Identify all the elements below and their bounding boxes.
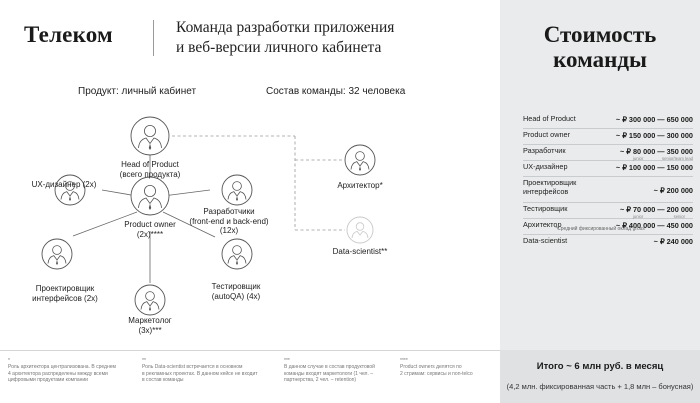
node-label-marketer: [128, 316, 171, 335]
label-line: Product owner: [124, 220, 176, 229]
footnote-mark: ****: [400, 358, 408, 364]
role-name: [523, 163, 568, 172]
grade-label: senior: [673, 214, 685, 219]
role-price: ~ ₽ 400 000 — 450 000: [615, 221, 693, 230]
grade-label: junior: [633, 214, 644, 219]
node-label-designer: [32, 284, 98, 303]
role-name: [523, 131, 570, 140]
label-line: интерфейсов (2x): [32, 293, 98, 303]
label-line: Head of Product: [121, 160, 179, 169]
footnote: [284, 358, 402, 383]
label-line: (autoQA) (4x): [211, 291, 261, 301]
role-line: Проектировщик: [523, 178, 577, 187]
role-line: Product owner: [523, 130, 571, 139]
footnote: [400, 358, 494, 377]
role-price: ~ ₽ 150 000 — 300 000: [615, 131, 693, 140]
footnote: [8, 358, 126, 383]
grade-label: senior/team lead: [662, 156, 693, 161]
role-line: интерфейсов: [523, 186, 569, 196]
label-line: Data-scientist**: [332, 247, 388, 256]
node-label-tester: [212, 282, 261, 301]
product-owner-icon: [131, 177, 169, 215]
node-label-ux: [32, 180, 97, 190]
label-line: UX-дизайнер (2x): [31, 180, 97, 189]
role-price: ~ ₽ 200 000: [653, 186, 693, 195]
node-label-po: [124, 220, 176, 239]
interface-designer-icon: [42, 239, 72, 269]
label-line: Маркетолог: [128, 316, 172, 325]
footnote: [142, 358, 260, 383]
footnote-line: цифровыми продуктами компании: [8, 376, 88, 383]
role-price: ~ ₽ 70 000 — 200 000: [619, 205, 693, 214]
footnote-line: команды входят маркетологи (1 чел. –: [284, 370, 374, 377]
footnote-line: Роль архитектора централизована. В среднем: [8, 364, 116, 371]
role-name: [523, 115, 576, 124]
marketer-icon: [135, 285, 165, 315]
head-of-product-icon: [131, 117, 169, 155]
footnote-line: в состав команды: [142, 376, 184, 383]
footnote-line: 4 архитектора распределены между всеми: [8, 370, 108, 377]
node-label-datasci: [333, 247, 388, 257]
subtitle-line: Команда разработки приложения: [176, 19, 395, 36]
total-amount: Итого ~ 6 млн руб. в месяц: [536, 361, 664, 372]
total-breakdown: (4,2 млн. фиксированная часть + 1,8 млн – бонусная): [506, 382, 694, 391]
label-line: (всего продукта): [119, 169, 181, 179]
role-name: [523, 179, 576, 196]
label-line: Проектировщик: [35, 284, 95, 293]
footnote-line: Роль Data-scientist встречается в основном: [142, 364, 243, 371]
label-line: (2x)****: [136, 229, 164, 239]
architect-icon: [345, 145, 375, 175]
footnote-line: Product owners делятся по: [400, 364, 462, 371]
cost-title-line: Стоимость: [543, 22, 657, 47]
role-name: [523, 147, 566, 156]
node-label-head: [120, 160, 181, 179]
role-name: [523, 205, 567, 214]
cost-row: [523, 161, 693, 177]
role-price: ~ ₽ 80 000 — 350 000: [619, 147, 693, 156]
link-dev: [163, 190, 210, 196]
role-line: UX-дизайнер: [523, 162, 568, 171]
label-line: (3x)***: [138, 325, 162, 335]
label-line: Разработчики: [203, 207, 255, 216]
label-line: Архитектор*: [337, 181, 383, 190]
developer-icon: [222, 175, 252, 205]
cost-row: [523, 113, 693, 129]
cost-footnote: *Средний фиксированный оклад gross: [555, 226, 645, 232]
footnote-line: 2 стримам: сервисы и non-telco: [400, 370, 473, 377]
cost-row: [523, 145, 693, 161]
label-line: (12x): [219, 226, 239, 235]
role-name: [523, 237, 567, 246]
role-line: Data-scientist: [523, 236, 568, 245]
role-line: Тестировщик: [523, 204, 568, 213]
brand-title: Телеком: [24, 22, 113, 47]
node-label-architect: [337, 181, 382, 191]
node-label-dev: [189, 207, 268, 236]
footer-divider: [0, 350, 500, 351]
role-line: Разработчик: [523, 146, 566, 155]
footnote-line: В данном случае в состав продуктовой: [284, 364, 375, 371]
role-line: Head of Product: [523, 114, 576, 123]
cost-row: [523, 129, 693, 145]
footnote-line: партнерства, 2 чел. – retention): [284, 376, 357, 383]
label-line: (front-end и back-end): [189, 216, 269, 226]
footnote-line: в рекламных проектах. В данном кейсе не входит: [142, 370, 258, 377]
role-price: ~ ₽ 240 000: [653, 237, 693, 246]
subtitle-line: и веб-версии личного кабинета: [176, 39, 382, 56]
tester-icon: [222, 239, 252, 269]
role-price: ~ ₽ 100 000 — 150 000: [615, 163, 693, 172]
cost-title: [500, 22, 700, 72]
team-size-label: Состав команды: 32 человека: [266, 86, 406, 97]
role-price: ~ ₽ 300 000 — 650 000: [615, 115, 693, 124]
role-line: Архитектор: [523, 220, 562, 229]
cost-row: [523, 235, 693, 251]
cost-row: [523, 177, 693, 203]
cost-title-line: команды: [553, 47, 647, 72]
data-scientist-icon: [347, 217, 373, 243]
product-label: Продукт: личный кабинет: [78, 86, 197, 97]
footnote-mark: **: [142, 358, 146, 364]
label-line: Тестировщик: [211, 282, 261, 291]
cost-row: [523, 203, 693, 219]
footnote-mark: ***: [284, 358, 290, 364]
footnote-mark: *: [8, 358, 10, 364]
grade-label: junior: [633, 156, 644, 161]
total-box: [500, 350, 700, 403]
